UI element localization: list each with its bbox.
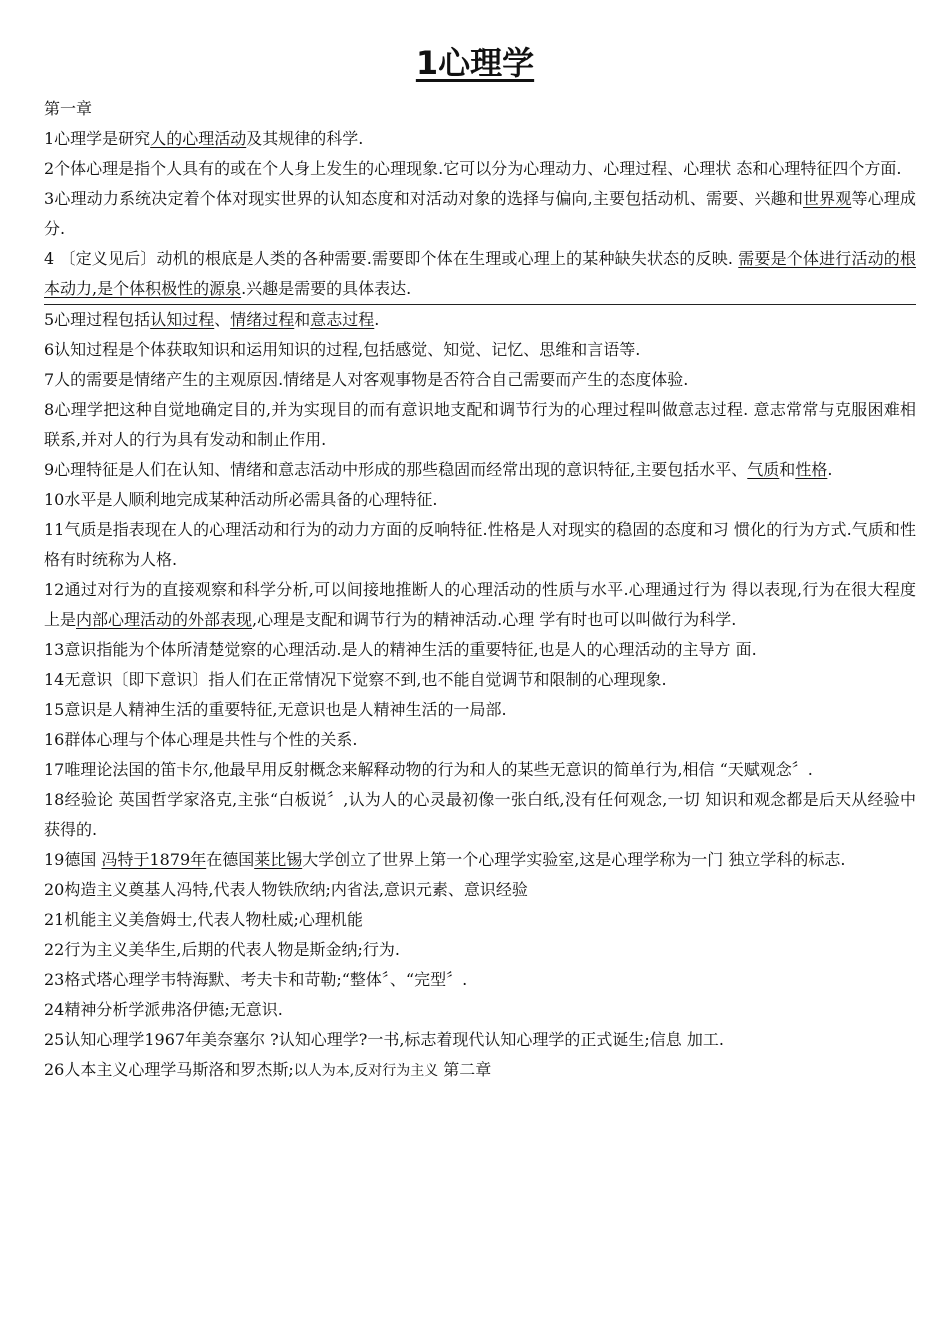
paragraph-text: 26人本主义心理学马斯洛和罗杰斯; <box>44 1060 294 1079</box>
paragraph-text: 和 <box>294 310 311 329</box>
paragraph-text: 1心理学是研究 <box>44 129 151 148</box>
paragraph-text: 20构造主义奠基人冯特,代表人物铁欣纳;内省法,意识元素、意识经验 <box>44 880 528 899</box>
paragraph-text: 6认知过程是个体获取知识和运用知识的过程,包括感觉、知觉、记忆、思维和言语等. <box>44 340 641 359</box>
paragraph-text: . <box>827 460 833 479</box>
paragraph-text: 3心理动力系统决定着个体对现实世界的认知态度和对活动对象的选择与偏向,主要包括动机、需要、兴趣和 <box>44 189 803 208</box>
paragraph-text: .兴趣是需要的具体表达. <box>241 279 412 298</box>
paragraph-9 <box>44 455 916 485</box>
paragraph-5 <box>44 305 916 335</box>
underlined-term: 需要是个体进行活动的根本动力,是个体积极性的源泉 <box>44 249 916 298</box>
paragraph-4 <box>44 244 916 305</box>
paragraph-3 <box>44 184 916 244</box>
underlined-term: 世界观 <box>803 189 852 208</box>
paragraph-1 <box>44 124 916 154</box>
paragraph-text: 2个体心理是指个人具有的或在个人身上发生的心理现象.它可以分为心理动力、心理过程、心理状 态和心理特征四个方面. <box>44 159 902 178</box>
paragraph-text: 4 〔定义见后〕动机的根底是人类的各种需要.需要即个体在生理或心理上的某种缺失状态的反映. <box>44 249 739 268</box>
paragraph-text: 24精神分析学派弗洛伊德;无意识. <box>44 1000 283 1019</box>
underlined-term: 内部心理活动的外部表现 <box>76 610 253 629</box>
paragraph-text: 25认知心理学1967年美奈塞尔 ?认知心理学?一书,标志着现代认知心理学的正式诞生;信息 加工. <box>44 1030 724 1049</box>
paragraph-24 <box>44 995 916 1025</box>
paragraph-text: 等心理成分. <box>44 189 916 238</box>
paragraph-6 <box>44 335 916 365</box>
paragraph-26 <box>44 1055 916 1086</box>
paragraph-20 <box>44 875 916 905</box>
paragraph-text: 23格式塔心理学韦特海默、考夫卡和苛勒;“整体〞、“完型〞. <box>44 970 468 989</box>
paragraph-list <box>44 124 916 1086</box>
paragraph-text: 8心理学把这种自觉地确定目的,并为实现目的而有意识地支配和调节行为的心理过程叫做意志过程. 意志常常与克服困难相联系,并对人的行为具有发动和制止作用. <box>44 400 916 449</box>
underlined-term: 莱比锡 <box>254 850 303 869</box>
paragraph-text: 5心理过程包括 <box>44 310 151 329</box>
underlined-term: 人的心理活动 <box>150 129 247 148</box>
paragraph-10 <box>44 485 916 515</box>
paragraph-2 <box>44 154 916 184</box>
paragraph-text: 13意识指能为个体所清楚觉察的心理活动.是人的精神生活的重要特征,也是人的心理活动的主导方 面. <box>44 640 757 659</box>
paragraph-text: 在德国 <box>206 850 255 869</box>
paragraph-14 <box>44 665 916 695</box>
paragraph-text: 12通过对行为的直接观察和科学分析,可以间接地推断人的心理活动的性质与水平.心理通过行为 得以表现,行为在很大程度上是 <box>44 580 916 629</box>
document-body <box>44 94 916 1086</box>
paragraph-text: 19德国 <box>44 850 102 869</box>
underlined-term: 冯特于1879年 <box>101 850 207 869</box>
paragraph-text: 16群体心理与个体心理是共性与个性的关系. <box>44 730 358 749</box>
paragraph-12 <box>44 575 916 635</box>
paragraph-11 <box>44 515 916 575</box>
paragraph-7 <box>44 365 916 395</box>
document-title: 1心理学 <box>415 44 535 82</box>
paragraph-text: 14无意识〔即下意识〕指人们在正常情况下觉察不到,也不能自觉调节和限制的心理现象. <box>44 670 667 689</box>
underlined-term: 意志过程 <box>310 310 375 329</box>
underlined-term: 气质 <box>747 460 780 479</box>
paragraph-17 <box>44 755 916 785</box>
paragraph-text: 第二章 <box>438 1060 492 1079</box>
paragraph-text: 15意识是人精神生活的重要特征,无意识也是人精神生活的一局部. <box>44 700 507 719</box>
paragraph-19 <box>44 845 916 875</box>
paragraph-text: 7人的需要是情绪产生的主观原因.情绪是人对客观事物是否符合自己需要而产生的态度体验. <box>44 370 689 389</box>
paragraph-text: 9心理特征是人们在认知、情绪和意志活动中形成的那些稳固而经常出现的意识特征,主要包括水平、 <box>44 460 748 479</box>
underlined-term: 情绪过程 <box>230 310 295 329</box>
paragraph-8 <box>44 395 916 455</box>
chapter-heading: 第一章 <box>44 99 93 118</box>
paragraph-text: 10水平是人顺利地完成某种活动所必需具备的心理特征. <box>44 490 438 509</box>
paragraph-text: 、 <box>214 310 231 329</box>
paragraph-18 <box>44 785 916 845</box>
paragraph-23 <box>44 965 916 995</box>
paragraph-text: 大学创立了世界上第一个心理学实验室,这是心理学称为一门 独立学科的标志. <box>302 850 846 869</box>
paragraph-text: 22行为主义美华生,后期的代表人物是斯金纳;行为. <box>44 940 400 959</box>
paragraph-22 <box>44 935 916 965</box>
underlined-term: 性格 <box>795 460 828 479</box>
paragraph-text: ,心理是支配和调节行为的精神活动.心理 学有时也可以叫做行为科学. <box>252 610 737 629</box>
paragraph-25 <box>44 1025 916 1055</box>
paragraph-text: 及其规律的科学. <box>246 129 364 148</box>
paragraph-21 <box>44 905 916 935</box>
paragraph-text: 21机能主义美詹姆士,代表人物杜威;心理机能 <box>44 910 363 929</box>
underlined-term: 认知过程 <box>150 310 215 329</box>
paragraph-text: 18经验论 英国哲学家洛克,主张“白板说〞,认为人的心灵最初像一张白纸,没有任何观念,一切 知识和观念都是后天从经验中获得的. <box>44 790 916 839</box>
paragraph-text: 11气质是指表现在人的心理活动和行为的动力方面的反响特征.性格是人对现实的稳固的态度和习 惯化的行为方式.气质和性格有时统称为人格. <box>44 520 916 569</box>
paragraph-16 <box>44 725 916 755</box>
paragraph-text: 17唯理论法国的笛卡尔,他最早用反射概念来解释动物的行为和人的某些无意识的简单行为,相信 “天赋观念〞. <box>44 760 813 779</box>
paragraph-text: 和 <box>779 460 796 479</box>
paragraph-13 <box>44 635 916 665</box>
paragraph-15 <box>44 695 916 725</box>
paragraph-text: 以人为本,反对行为主义 <box>293 1063 439 1079</box>
paragraph-text: . <box>374 310 380 329</box>
